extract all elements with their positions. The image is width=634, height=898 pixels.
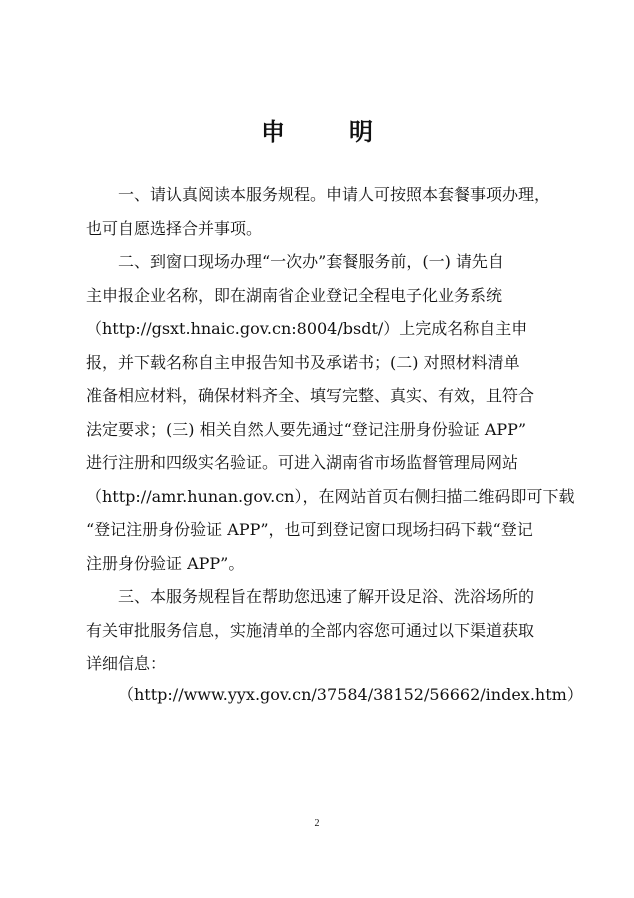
paragraph-line: （http://gsxt.hnaic.gov.cn:8004/bsdt/）上完成名称自主申 xyxy=(86,319,528,338)
paragraph-line: 二、到窗口现场办理“一次办”套餐服务前，(一) 请先自 xyxy=(118,252,504,271)
source-url: （http://www.yyx.gov.cn/37584/38152/56662/index.htm） xyxy=(118,685,583,704)
paragraph-1 xyxy=(86,178,566,245)
paragraph-line: “登记注册身份验证 APP”，也可到登记窗口现场扫码下载“登记 xyxy=(86,520,533,539)
paragraph-3 xyxy=(86,580,566,681)
page-number: 2 xyxy=(314,818,320,829)
paragraph-line: （http://amr.hunan.gov.cn），在网站首页右侧扫描二维码即可下载 xyxy=(86,486,575,506)
paragraph-line: 法定要求；(三) 相关自然人要先通过“登记注册身份验证 APP” xyxy=(86,419,527,439)
paragraph-line: 详细信息： xyxy=(86,654,167,673)
paragraph-line: 进行注册和四级实名验证。可进入湖南省市场监督管理局网站 xyxy=(86,453,519,472)
paragraph-2 xyxy=(86,245,575,580)
paragraph-line: 一、请认真阅读本服务规程。申请人可按照本套餐事项办理， xyxy=(118,185,551,204)
paragraph-4 xyxy=(86,678,583,712)
paragraph-line: 准备相应材料，确保材料齐全、填写完整、真实、有效，且符合 xyxy=(86,386,535,405)
page-title: 申 明 xyxy=(261,118,393,146)
paragraph-line: 注册身份验证 APP”。 xyxy=(86,553,245,573)
paragraph-line: 也可自愿选择合并事项。 xyxy=(86,218,263,238)
paragraph-line: 报，并下载名称自主申报告知书及承诺书；(二) 对照材料清单 xyxy=(86,352,520,372)
paragraph-line: 有关审批服务信息，实施清单的全部内容您可通过以下渠道获取 xyxy=(86,620,535,640)
paragraph-line: 三、本服务规程旨在帮助您迅速了解开设足浴、洗浴场所的 xyxy=(118,587,535,606)
paragraph-line: 主申报企业名称，即在湖南省企业登记全程电子化业务系统 xyxy=(86,285,503,305)
